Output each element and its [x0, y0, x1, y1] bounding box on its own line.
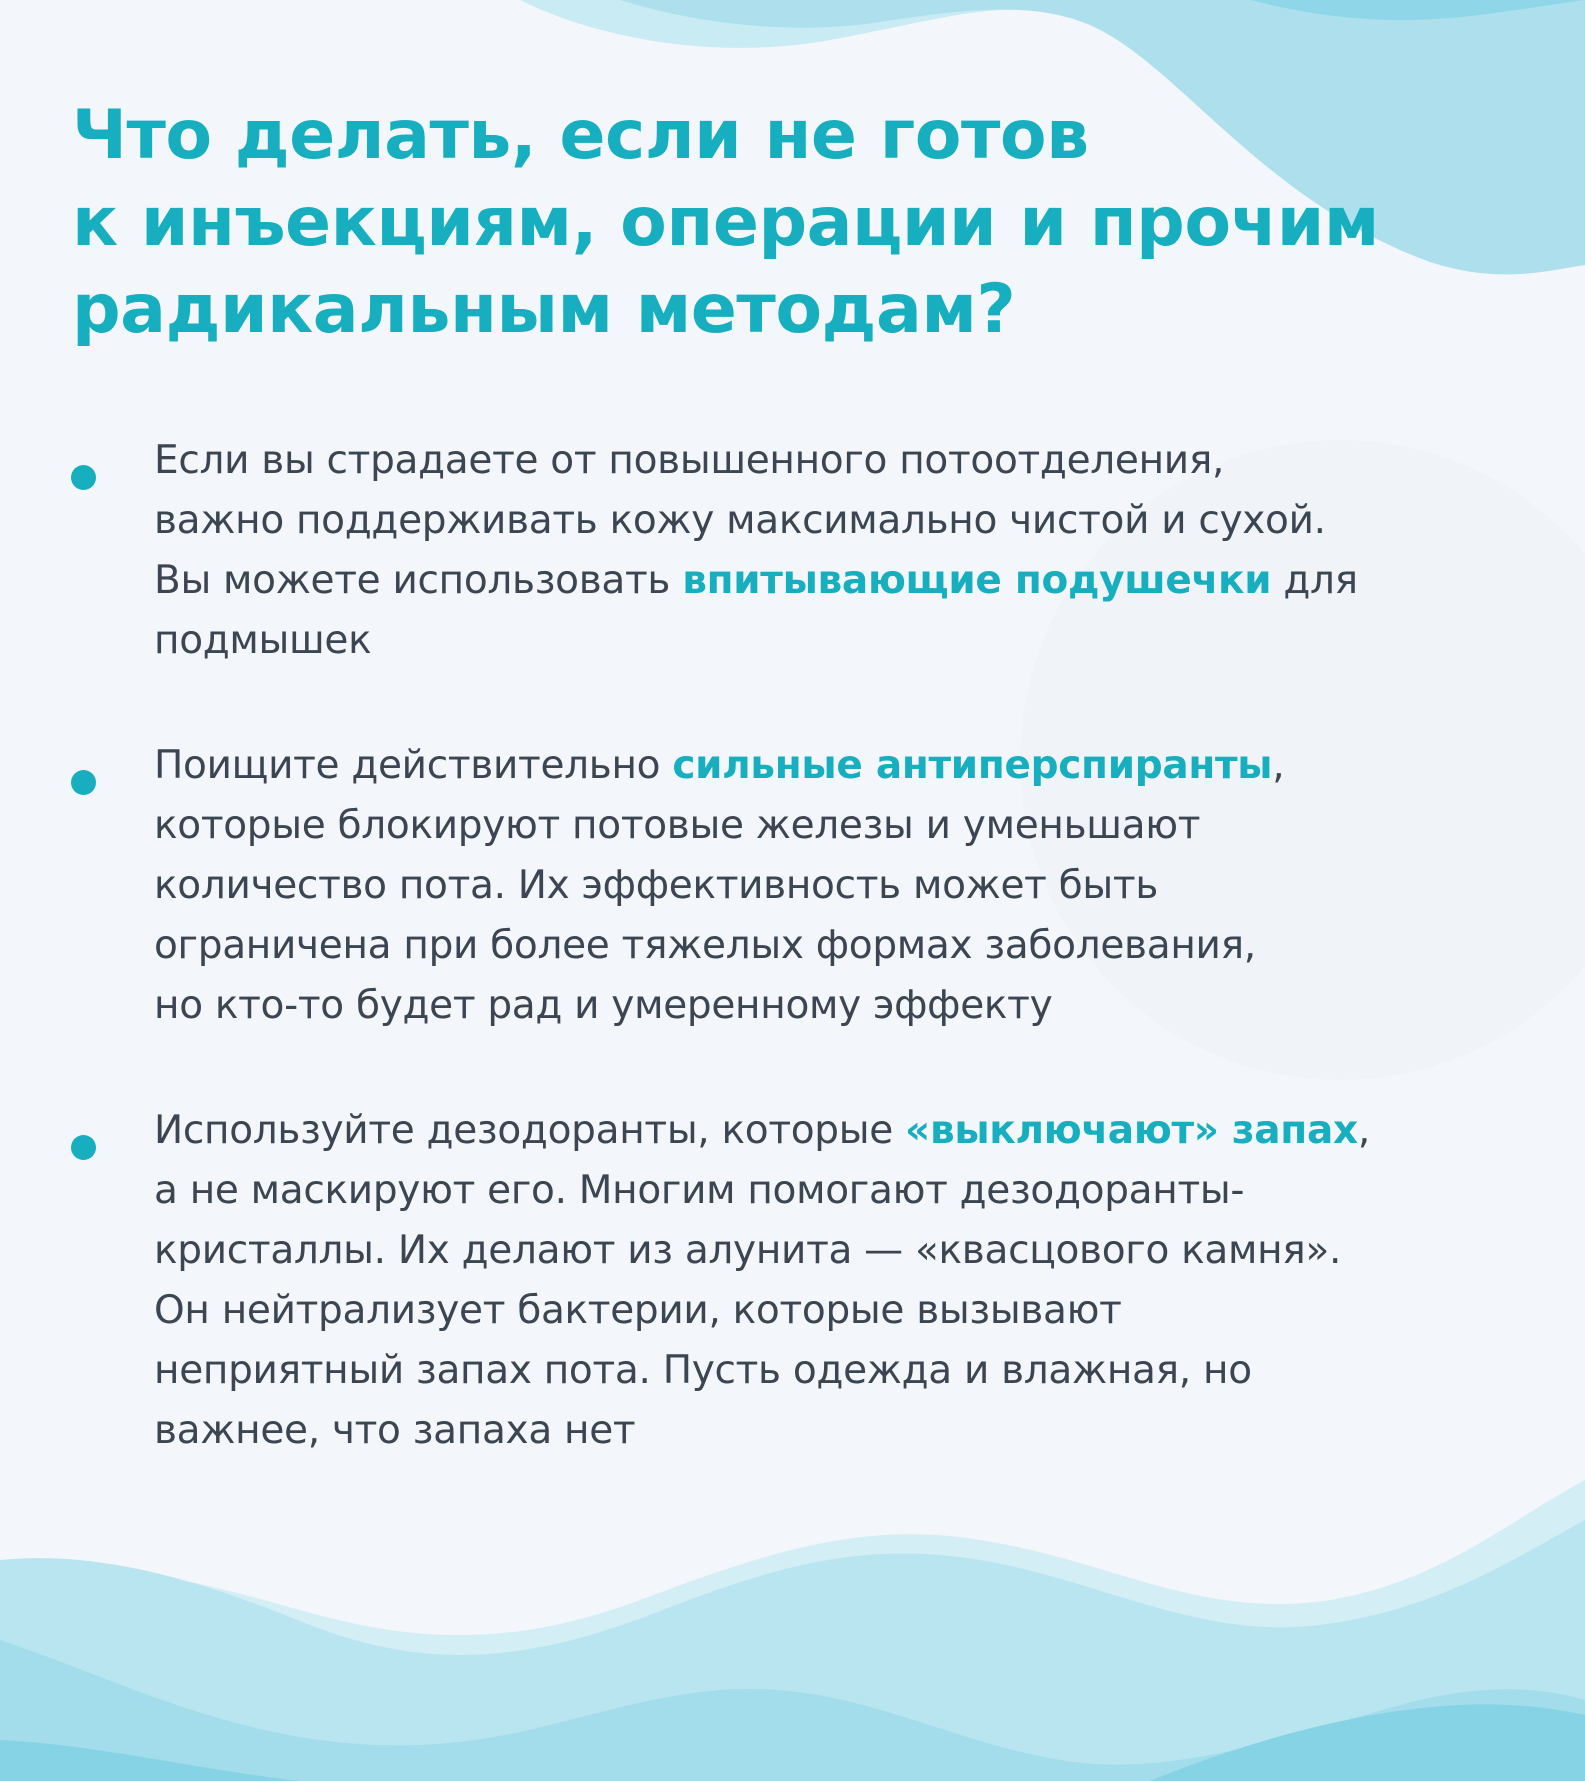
text-segment: ограничена при более тяжелых формах заболевания, — [154, 923, 1256, 968]
text-segment: важнее, что запаха нет — [154, 1408, 636, 1453]
list-item-text — [154, 1101, 1554, 1461]
title-line-2: к инъекциям, операции и прочим — [72, 183, 1379, 262]
title-line-3: радикальным методам? — [72, 270, 1016, 349]
text-segment: Он нейтрализует бактерии, которые вызывают — [154, 1288, 1122, 1333]
text-segment: Поищите действительно — [154, 743, 673, 788]
text-segment: Если вы страдаете от повышенного потоотделения, — [154, 438, 1225, 483]
text-segment: , — [1357, 1108, 1370, 1153]
text-line — [154, 611, 1554, 671]
text-segment: для — [1271, 558, 1358, 603]
text-segment: количество пота. Их эффективность может быть — [154, 863, 1159, 908]
text-line — [154, 1221, 1554, 1281]
text-segment: Используйте дезодоранты, которые — [154, 1108, 906, 1153]
list-item-text — [154, 736, 1554, 1036]
text-segment: неприятный запах пота. Пусть одежда и влажная, но — [154, 1348, 1252, 1393]
text-line — [154, 1401, 1554, 1461]
text-segment: а не маскируют его. Многим помогают дезодоранты- — [154, 1168, 1245, 1213]
list-item-text — [154, 431, 1554, 671]
text-line — [154, 736, 1554, 796]
title-line-1: Что делать, если не готов — [72, 96, 1089, 175]
highlight-text: впитывающие подушечки — [682, 558, 1272, 603]
text-line — [154, 796, 1554, 856]
text-line — [154, 856, 1554, 916]
bullet-dot-icon — [71, 770, 96, 795]
text-segment: но кто-то будет рад и умеренному эффекту — [154, 983, 1053, 1028]
text-line — [154, 976, 1554, 1036]
highlight-text: сильные антиперспиранты — [672, 743, 1273, 788]
text-line — [154, 431, 1554, 491]
text-segment: Вы можете использовать — [154, 558, 683, 603]
text-line — [154, 551, 1554, 611]
text-segment: важно поддерживать кожу максимально чистой и сухой. — [154, 498, 1326, 543]
text-line — [154, 916, 1554, 976]
text-line — [154, 1161, 1554, 1221]
highlight-text: «выключают» запах — [905, 1108, 1358, 1153]
bullet-dot-icon — [71, 465, 96, 490]
text-line — [154, 1101, 1554, 1161]
text-segment: которые блокируют потовые железы и уменьшают — [154, 803, 1201, 848]
bullet-dot-icon — [71, 1135, 96, 1160]
text-line — [154, 1341, 1554, 1401]
text-segment: кристаллы. Их делают из алунита — «квасцового камня». — [154, 1228, 1342, 1273]
text-segment: подмышек — [154, 618, 372, 663]
text-line — [154, 491, 1554, 551]
text-line — [154, 1281, 1554, 1341]
text-segment: , — [1272, 743, 1285, 788]
